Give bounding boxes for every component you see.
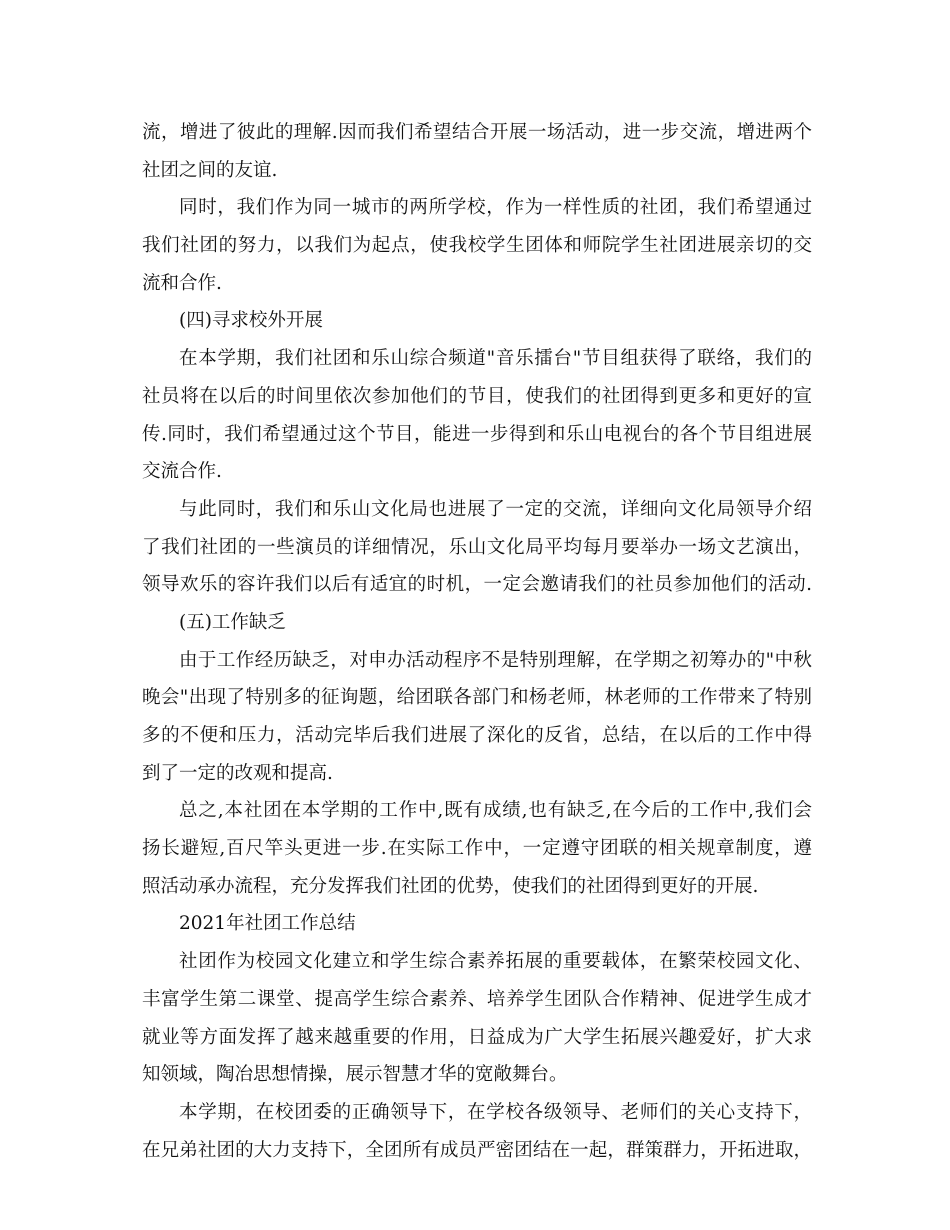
text-line: 我们社团的努力，以我们为起点，使我校学生团体和师院学生社团进展亲切的交 bbox=[142, 235, 812, 257]
paragraph-first-line: 本学期，在校团委的正确领导下，在学校各级领导、老师们的关心支持下， bbox=[179, 1101, 812, 1123]
paragraph-first-line: 与此同时，我们和乐山文化局也进展了一定的交流，详细向文化局领导介绍 bbox=[179, 498, 812, 520]
text-line: 领导欢乐的容许我们以后有适宜的时机，一定会邀请我们的社员参加他们的活动. bbox=[142, 574, 812, 596]
text-line: 传.同时，我们希望通过这个节目，能进一步得到和乐山电视台的各个节目组进展 bbox=[142, 423, 812, 445]
text-line: 社员将在以后的时间里依次参加他们的节目，使我们的社团得到更多和更好的宣 bbox=[142, 385, 812, 407]
paragraph-first-line: 同时，我们作为同一城市的两所学校，作为一样性质的社团，我们希望通过 bbox=[179, 197, 812, 219]
text-line: 就业等方面发挥了越来越重要的作用，日益成为广大学生拓展兴趣爱好，扩大求 bbox=[142, 1026, 812, 1048]
text-line: 到了一定的改观和提高. bbox=[142, 762, 333, 784]
text-line: 扬长避短,百尺竿头更进一步.在实际工作中，一定遵守团联的相关规章制度，遵 bbox=[142, 838, 812, 860]
text-line: 知领域，陶冶思想情操，展示智慧才华的宽敞舞台。 bbox=[142, 1064, 568, 1086]
paragraph-first-line: 社团作为校园文化建立和学生综合素养拓展的重要载体，在繁荣校园文化、 bbox=[179, 951, 812, 973]
paragraph-first-line: 由于工作经历缺乏，对申办活动程序不是特别理解，在学期之初筹办的"中秋 bbox=[179, 649, 812, 671]
document-body bbox=[142, 114, 812, 1169]
text-line: 照活动承办流程，充分发挥我们社团的优势，使我们的社团得到更好的开展. bbox=[142, 875, 759, 897]
paragraph-first-line: 2021年社团工作总结 bbox=[179, 913, 356, 935]
text-line: 多的不便和压力，活动完毕后我们进展了深化的反省，总结，在以后的工作中得 bbox=[142, 725, 812, 746]
text-line: 社团之间的友谊. bbox=[142, 159, 278, 181]
text-line: 了我们社团的一些演员的详细情况，乐山文化局平均每月要举办一场文艺演出， bbox=[142, 536, 812, 558]
paragraph-first-line: 在本学期，我们社团和乐山综合频道"音乐擂台"节目组获得了联络，我们的 bbox=[179, 348, 812, 370]
paragraph-first-line: (五)工作缺乏 bbox=[179, 611, 286, 633]
text-line: 流和合作. bbox=[142, 272, 222, 294]
text-line: 交流合作. bbox=[142, 461, 222, 483]
text-line: 在兄弟社团的大力支持下，全团所有成员严密团结在一起，群策群力，开拓进取， bbox=[142, 1139, 812, 1161]
paragraph-first-line: (四)寻求校外开展 bbox=[179, 310, 323, 332]
paragraph-first-line: 总之,本社团在本学期的工作中,既有成绩,也有缺乏,在今后的工作中,我们会 bbox=[179, 800, 812, 822]
text-line: 流，增进了彼此的理解.因而我们希望结合开展一场活动，进一步交流，增进两个 bbox=[142, 122, 812, 143]
text-line: 丰富学生第二课堂、提高学生综合素养、培养学生团队合作精神、促进学生成才 bbox=[142, 988, 812, 1010]
text-line: 晚会"出现了特别多的征询题，给团联各部门和杨老师，林老师的工作带来了特别 bbox=[142, 687, 812, 709]
